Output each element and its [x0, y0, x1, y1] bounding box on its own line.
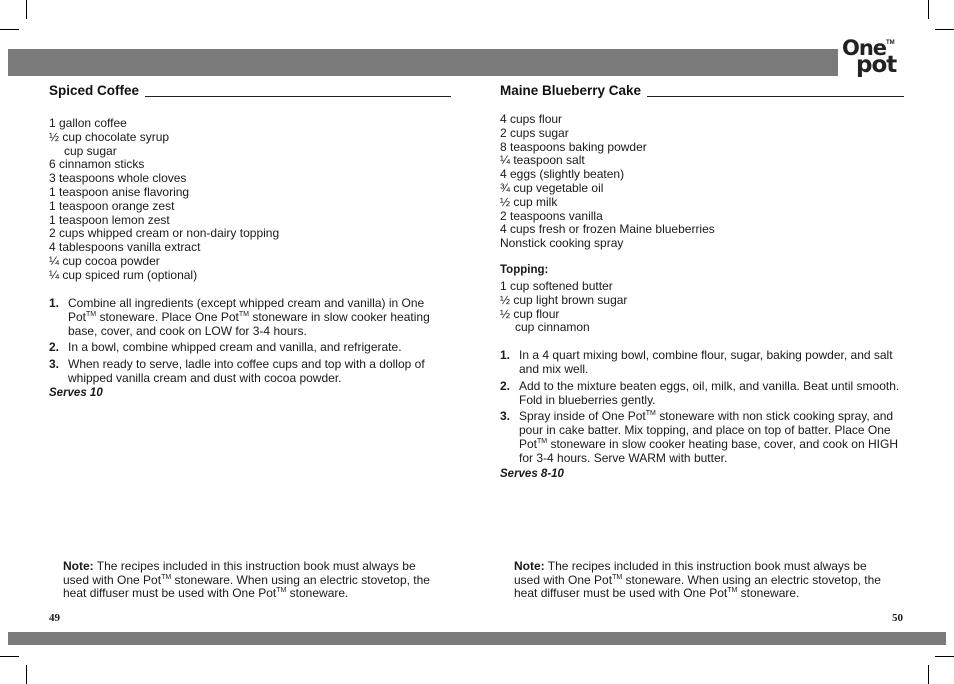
title-rule	[145, 96, 451, 97]
header-band	[8, 49, 838, 76]
ingredient: 4 tablespoons vanilla extract	[49, 240, 201, 255]
ingredient: 6 cinnamon sticks	[49, 157, 145, 172]
ingredient: ½ cup chocolate syrup	[49, 129, 170, 144]
ingredient-list	[49, 117, 451, 283]
ingredient: ¾ cup vegetable oil	[500, 180, 604, 195]
topping-item: ½ cup flour	[500, 306, 560, 321]
step-list	[500, 348, 904, 465]
crop-mark	[928, 665, 929, 684]
ingredient: 1 teaspoon orange zest	[49, 198, 175, 213]
step-number: 3.	[49, 356, 60, 371]
step-number: 2.	[500, 378, 511, 393]
tm-mark: TM	[645, 410, 656, 418]
note-text: The recipes included in this instruction book must always be used with One Pot	[63, 559, 416, 587]
crop-mark	[935, 656, 954, 657]
step-number: 1.	[500, 348, 511, 363]
tm-mark: TM	[86, 310, 97, 318]
crop-mark	[26, 0, 27, 19]
tm-mark: TM	[238, 310, 249, 318]
page-number-left: 49	[49, 612, 60, 624]
step-text: stoneware with non stick cooking spray, and pour in cake batter. Mix topping, and place on top of batter. Place One Pot	[519, 409, 894, 452]
ingredient: Nonstick cooking spray	[500, 236, 624, 251]
step-number: 1.	[49, 295, 60, 310]
step-number: 3.	[500, 409, 511, 424]
step-list	[49, 296, 451, 385]
tm-mark: TM	[727, 587, 738, 594]
step-text: When ready to serve, ladle into coffee cups and top with a dollop of whipped vanilla cream and dust with cocoa powder.	[68, 356, 425, 385]
logo-tm: TM	[886, 40, 895, 46]
ingredient: ¼ cup spiced rum (optional)	[49, 267, 198, 282]
crop-mark	[0, 29, 19, 30]
tm-mark: TM	[276, 587, 287, 594]
recipe-title-row	[49, 82, 451, 99]
recipe-title-row	[500, 82, 904, 99]
ingredient: cup sugar	[64, 143, 117, 158]
step	[49, 357, 451, 385]
title-rule	[647, 96, 904, 97]
right-recipe	[500, 82, 904, 480]
logo-line1: One	[842, 36, 887, 60]
topping-heading: Topping:	[500, 263, 549, 276]
recipe-title: Maine Blueberry Cake	[500, 83, 642, 98]
topping-item: cup cinnamon	[515, 320, 590, 335]
crop-mark	[928, 0, 929, 19]
ingredient: 2 cups whipped cream or non-dairy topping	[49, 226, 280, 241]
ingredient: ½ cup milk	[500, 194, 558, 209]
topping-item: 1 cup softened butter	[500, 278, 613, 293]
ingredient: 3 teaspoons whole cloves	[49, 171, 187, 186]
left-recipe	[49, 82, 451, 399]
topping-item: ½ cup light brown sugar	[500, 292, 628, 307]
ingredient: 4 cups flour	[500, 112, 563, 126]
note-left	[63, 560, 443, 601]
tm-mark: TM	[161, 573, 172, 581]
step-text: In a bowl, combine whipped cream and vanilla, and refrigerate.	[68, 340, 402, 355]
step	[49, 296, 451, 338]
ingredient: 1 gallon coffee	[49, 116, 127, 130]
ingredient: ¼ teaspoon salt	[500, 153, 585, 168]
step	[500, 409, 904, 465]
step-text: stoneware in slow cooker heating base, cover, and cook on LOW for 3-4 hours.	[68, 309, 430, 338]
ingredient: 2 teaspoons vanilla	[500, 208, 603, 223]
ingredient: ¼ cup cocoa powder	[49, 253, 160, 268]
note-text: stoneware. When using an electric stovetop, the heat diffuser must be used with One Pot	[63, 572, 430, 600]
note-text: stoneware.	[737, 586, 800, 600]
note-label: Note:	[63, 559, 94, 573]
step	[49, 340, 451, 354]
step	[500, 379, 904, 407]
page-number-right: 50	[892, 612, 903, 624]
ingredient: 4 eggs (slightly beaten)	[500, 167, 625, 182]
step-number: 2.	[49, 340, 60, 355]
note-text: The recipes included in this instruction book must always be used with One Pot	[514, 559, 867, 587]
serves-label: Serves 8-10	[500, 467, 564, 480]
ingredient: 1 teaspoon anise flavoring	[49, 184, 190, 199]
step-text: In a 4 quart mixing bowl, combine flour, sugar, baking powder, and salt and mix well.	[519, 348, 893, 377]
step-text: Combine all ingredients (except whipped cream and vanilla) in One Pot	[68, 295, 425, 324]
step-text: Spray inside of One Pot	[519, 409, 646, 424]
tm-mark: TM	[537, 438, 548, 446]
ingredient-list	[500, 113, 904, 251]
step-text: stoneware. Place One Pot	[96, 309, 239, 324]
tm-mark: TM	[612, 573, 623, 581]
ingredient: 8 teaspoons baking powder	[500, 139, 647, 154]
crop-mark	[0, 656, 19, 657]
ingredient: 4 cups fresh or frozen Maine blueberries	[500, 222, 715, 237]
ingredient: 2 cups sugar	[500, 125, 569, 140]
step	[500, 348, 904, 376]
ingredient: 1 teaspoon lemon zest	[49, 212, 170, 227]
step-text: stoneware in slow cooker heating base, cover, and cook on HIGH for 3-4 hours. Serve WARM with butter.	[519, 437, 898, 466]
one-pot-logo	[842, 36, 902, 82]
logo-line2: pot	[856, 52, 897, 78]
footer-band	[8, 632, 946, 645]
crop-mark	[26, 665, 27, 684]
topping-list	[500, 280, 904, 335]
note-right	[514, 560, 894, 601]
recipe-title: Spiced Coffee	[49, 83, 140, 98]
note-text: stoneware. When using an electric stovetop, the heat diffuser must be used with One Pot	[514, 572, 881, 600]
note-text: stoneware.	[286, 586, 349, 600]
serves-label: Serves 10	[49, 387, 103, 400]
crop-mark	[935, 29, 954, 30]
note-label: Note:	[514, 559, 545, 573]
step-text: Add to the mixture beaten eggs, oil, milk, and vanilla. Beat until smooth. Fold in blueberries gently.	[519, 378, 900, 407]
